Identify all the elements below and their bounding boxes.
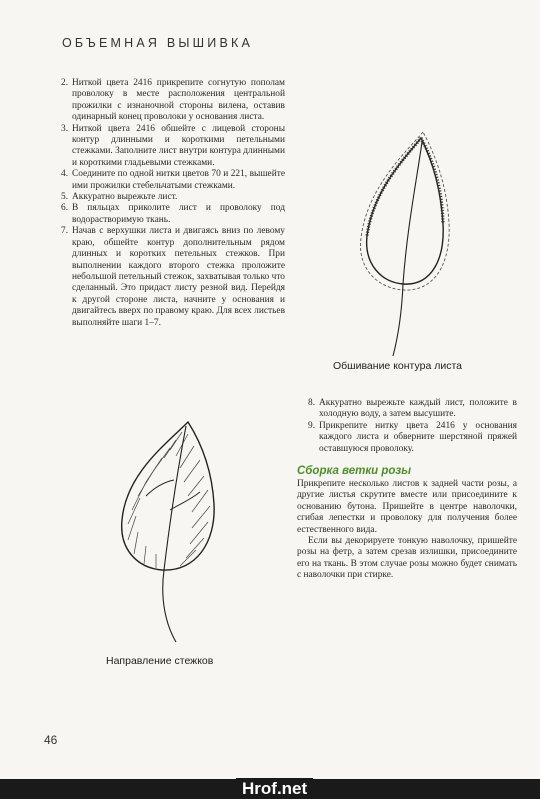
- step-number: 2.: [61, 78, 69, 88]
- step-number: 7.: [61, 226, 69, 237]
- leaf-midrib: [163, 426, 186, 642]
- step-text: Соедините по одной нитки цветов 70 и 221, вышейте ими прожилки стебельчатыми стежками.: [72, 169, 285, 191]
- step-number: 9.: [308, 420, 316, 431]
- page-number: 46: [44, 733, 58, 747]
- right-column: [297, 398, 517, 582]
- step-item: [50, 203, 285, 226]
- stitch-direction-lines: [128, 432, 210, 568]
- step-item: [297, 421, 517, 455]
- body-paragraph: Если вы декорируете тонкую наволочку, пришейте розы на фетр, а затем срезав излишки, присоедините его на ткань. В этом случае розы можно будет снимать с наволочки при стирке.: [297, 536, 517, 581]
- step-text: Ниткой цвета 2416 прикрепите согнутую пополам проволоку в месте расположения центральной прожилки с изнаночной стороны вилена, оставив одинарный конец проволоки у основания листа.: [72, 78, 285, 123]
- leaf-stitch-direction-illustration: [110, 420, 240, 645]
- step-item: [50, 226, 285, 329]
- step-text: В пяльцах приколите лист и проволоку под водорастворимую ткань.: [72, 203, 285, 225]
- steps-list-left: [50, 78, 285, 329]
- figure-caption-stitch-direction: Направление стежков: [106, 655, 214, 667]
- leaf-vein: [146, 480, 174, 496]
- running-header: ОБЪЕМНАЯ ВЫШИВКА: [62, 36, 254, 50]
- step-text: Аккуратно вырежьте каждый лист, положите в холодную воду, а затем высушите.: [319, 398, 517, 420]
- step-number: 6.: [61, 203, 69, 214]
- body-paragraph: Прикрепите несколько листов к задней части розы, а другие листья скрутите вместе или присоедините к основанию бутона. Пришейте в центре наволочки, сгибая лепестки и проволоку для получения более естественного вида.: [297, 479, 517, 535]
- step-item: [297, 398, 517, 421]
- leaf-outline: [122, 422, 214, 570]
- leaf-midrib: [393, 142, 422, 356]
- step-text: Аккуратно вырежьте лист.: [72, 192, 178, 203]
- left-column: [50, 78, 285, 329]
- watermark-logo: Hrof.net: [236, 778, 313, 799]
- step-text: Начав с верхушки листа и двигаясь вниз по левому краю, обшейте контур дополнительным рядом длинных и коротких петельных стежков. При выполнении каждого второго стежка проложите небольшой петельный стежок, захватывая только что сделанный. Это придаст листу резной вид. Перейдя к другой стороне листа, начните у основания и двигайтесь вверх по правому краю. Для всех листьев выполняйте шаги 1–7.: [72, 226, 285, 328]
- step-item: [50, 169, 285, 192]
- section-heading: Сборка ветки розы: [297, 465, 412, 478]
- leaf-outline-illustration: [345, 128, 475, 358]
- step-number: 3.: [61, 123, 69, 134]
- step-number: 5.: [61, 192, 69, 203]
- figure-caption-outline: Обшивание контура листа: [333, 360, 462, 372]
- step-number: 4.: [61, 169, 69, 180]
- steps-list-right: [297, 398, 517, 455]
- step-text: Прикрепите нитку цвета 2416 у основания каждого листа и обверните шерстяной пряжей оставшуюся проволоку.: [319, 420, 517, 454]
- step-text: Ниткой цвета 2416 обшейте с лицевой стороны контур длинными и короткими петельными стежками. Заполните лист внутри контура длинными и короткими гладьевыми стежками.: [72, 123, 285, 168]
- step-item: [50, 192, 285, 203]
- step-item: [50, 78, 285, 124]
- step-number: 8.: [308, 398, 316, 408]
- step-item: [50, 124, 285, 170]
